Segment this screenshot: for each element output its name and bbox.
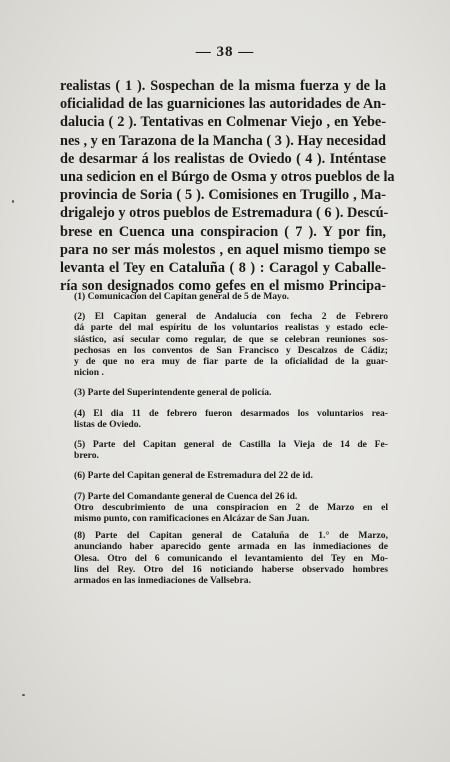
body-line: drigalejo y otros pueblos de Estremadura ( 6 ). Descú- — [60, 205, 389, 222]
footnote-3 — [60, 387, 388, 398]
footnote-line: brero. — [74, 450, 99, 462]
footnote-line: (3) Parte del Superintendente general de policía. — [74, 387, 272, 399]
footnote-line: pechosas en los conventos de San Francisco y Descalzos de Cádiz; — [74, 344, 388, 356]
body-line: dalucia ( 2 ). Tentativas en Colmenar Viejo , en Yebe- — [60, 114, 386, 131]
footnotes — [60, 291, 388, 595]
footnote-line: anunciando haber aparecido gente armada en las inmediaciones de — [74, 541, 388, 553]
footnote-line: (1) Comunicacion del Capitan general de 5 de Mayo. — [74, 291, 290, 302]
footnote-line: (2) El Capitan general de Andalucía con fecha 2 de Febrero — [74, 311, 388, 323]
footnote-line: Otro descubrimiento de una conspiracion en 2 de Marzo en el — [74, 501, 388, 513]
footnote-7 — [60, 491, 388, 525]
body-line: ría son designados como gefes en el mismo Principa- — [60, 278, 386, 295]
paper-speck — [12, 200, 14, 203]
footnote-line: (6) Parte del Capitan general de Estremadura del 22 de id. — [74, 470, 313, 482]
body-line: de desarmar á los realistas de Oviedo ( 4 ). Inténtase — [60, 150, 386, 167]
footnote-2 — [60, 311, 388, 378]
footnote-line: listas de Oviedo. — [74, 418, 141, 430]
footnote-line: y de que no era muy de fiar parte de la oficialidad de la guar- — [74, 356, 388, 368]
footnote-8 — [60, 530, 388, 586]
page-number: — 38 — — [195, 44, 255, 60]
footnote-line: Olesa. Otro del 6 comunicando el levantamiento del Tey en Mo- — [74, 552, 388, 564]
body-line: oficialidad de las guarniciones las autoridades de An- — [60, 96, 386, 113]
body-line: levanta el Tey en Cataluña ( 8 ) : Caragol y Caballe- — [60, 260, 386, 277]
body-line: provincia de Soria ( 5 ). Comisiones en Trugillo , Ma- — [60, 187, 386, 204]
footnote-line: dá parte del mal espíritu de los voluntarios realistas y estado ecle- — [74, 322, 388, 334]
body-line: para no ser más molestos , en aquel mismo tiempo se — [60, 241, 386, 258]
body-line: realistas ( 1 ). Sospechan de la misma fuerza y de la — [60, 78, 386, 94]
footnote-line: nicion . — [74, 367, 104, 379]
footnote-line: lins del Rey. Otro del 16 noticiando haberse observado hombres — [74, 563, 388, 575]
footnote-6 — [60, 470, 388, 481]
footnote-line: (7) Parte del Comandante general de Cuenca del 26 id. — [74, 490, 298, 502]
footnote-line: (8) Parte del Capitan general de Cataluña de 1.° de Marzo, — [74, 530, 388, 542]
body-paragraph — [60, 77, 395, 295]
footnote-line: mismo punto, con ramificaciones en Alcázar de San Juan. — [74, 513, 310, 525]
footnote-1 — [60, 291, 388, 302]
footnote-line: (4) El dia 11 de febrero fueron desarmados los voluntarios rea- — [74, 407, 388, 419]
footnote-line: siástico, así secular como regular, de que se celebran reuniones sos- — [74, 333, 388, 345]
footnote-5 — [60, 439, 388, 461]
paper-speck — [22, 694, 25, 696]
body-line: una sedicion en el Búrgo de Osma y otros pueblos de la — [60, 169, 395, 186]
footnote-line: (5) Parte del Capitan general de Castilla la Vieja de 14 de Fe- — [74, 439, 388, 451]
footnote-4 — [60, 408, 388, 430]
body-line: brese en Cuenca una conspiracion ( 7 ). Y por fin, — [60, 223, 386, 240]
body-line: nes , y en Tarazona de la Mancha ( 3 ). Hay necesidad — [60, 132, 386, 149]
footnote-line: armados en las inmediaciones de Vallsebra. — [74, 575, 251, 587]
